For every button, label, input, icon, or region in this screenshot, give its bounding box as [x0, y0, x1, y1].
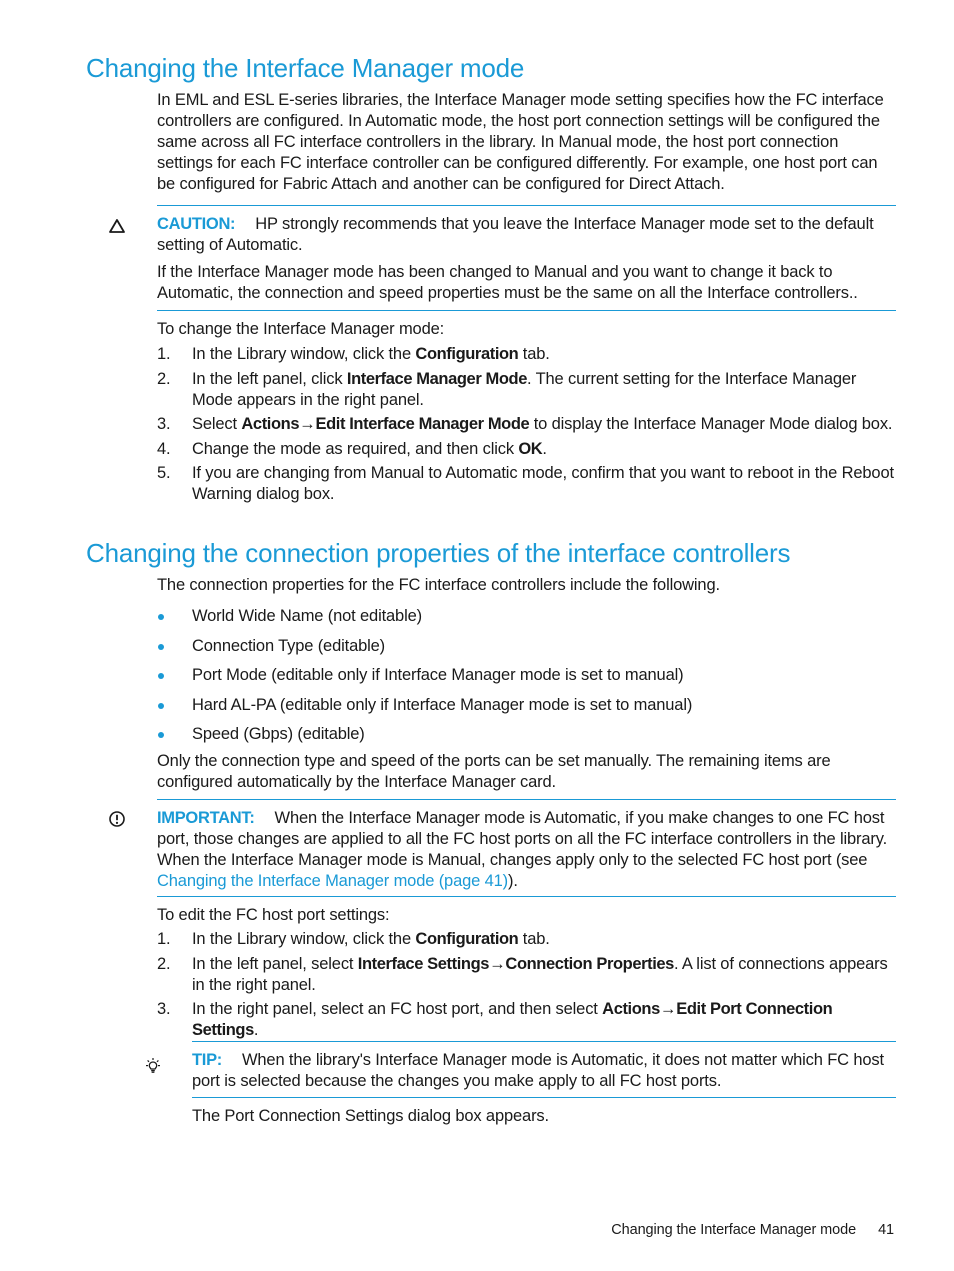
closing-text: The Port Connection Settings dialog box appears.: [192, 1107, 549, 1125]
list-item: 2. In the left panel, select Interface Settings→Connection Properties. A list of connections appears in the right panel.: [157, 954, 888, 994]
caution-text: CAUTION: HP strongly recommends that you leave the Interface Manager mode set to the default setting of Automatic.: [157, 215, 874, 254]
bullet-icon: [158, 732, 164, 738]
lightbulb-icon: [144, 1057, 162, 1075]
page-number: 41: [878, 1222, 894, 1238]
footer-title: Changing the Interface Manager mode: [611, 1222, 857, 1238]
section-heading-interface-manager-mode: Changing the Interface Manager mode: [86, 53, 525, 83]
steps-intro-1: To change the Interface Manager mode:: [157, 320, 445, 338]
bullet-icon: [158, 614, 164, 620]
caution-triangle-icon: [108, 217, 126, 235]
bullet-icon: [158, 703, 164, 709]
steps-intro-2: To edit the FC host port settings:: [157, 906, 390, 924]
list-item: Speed (Gbps) (editable): [157, 724, 897, 754]
list-item: Hard AL-PA (editable only if Interface Manager mode is set to manual): [157, 695, 897, 725]
important-exclamation-icon: [108, 810, 126, 828]
important-label: IMPORTANT:: [157, 809, 255, 827]
list-item: 1. In the Library window, click the Configuration tab.: [157, 345, 550, 363]
caution-label: CAUTION:: [157, 215, 236, 233]
list-item: 3. Select Actions→Edit Interface Manager Mode to display the Interface Manager Mode dialog box.: [157, 415, 893, 433]
important-text: IMPORTANT: When the Interface Manager mode is Automatic, if you make changes to one FC host port, those changes are applied to all the FC host ports on all the FC interface controllers in the library. When the Interface Manager mode is Manual, changes apply only to the selected FC host port (see Changing the Interface Manager mode (page 41)).: [157, 809, 888, 890]
list-item: 1. In the Library window, click the Configuration tab.: [157, 930, 550, 948]
section2-intro: The connection properties for the FC interface controllers include the following.: [157, 576, 720, 594]
bullet-icon: [158, 673, 164, 679]
section2-after-bullets: Only the connection type and speed of the ports can be set manually. The remaining items are configured automatically by the Interface Manager card.: [157, 752, 831, 791]
cross-reference-link[interactable]: Changing the Interface Manager mode (page 41): [157, 872, 508, 890]
tip-text: TIP: When the library's Interface Manager mode is Automatic, it does not matter which FC host port is selected because the changes you make apply to all FC host ports.: [192, 1051, 884, 1090]
list-item: Connection Type (editable): [157, 636, 897, 666]
tip-label: TIP:: [192, 1051, 222, 1069]
bullet-list: [157, 606, 897, 754]
steps-list-1: [157, 344, 897, 505]
caution-note: [157, 205, 896, 311]
tip-note: [192, 1041, 896, 1098]
steps-list-2: [157, 929, 897, 1041]
bullet-icon: [158, 644, 164, 650]
caution-text-2: If the Interface Manager mode has been changed to Manual and you want to change it back to Automatic, the connection and speed properties must be the same on all the Interface controllers..: [157, 263, 858, 302]
list-item: 2. In the left panel, click Interface Manager Mode. The current setting for the Interface Manager Mode appears in the right panel.: [157, 369, 857, 409]
page-footer: [611, 1222, 894, 1238]
important-note: [157, 799, 896, 897]
section-heading-connection-properties: Changing the connection properties of the interface controllers: [86, 538, 791, 568]
list-item: World Wide Name (not editable): [157, 606, 897, 636]
list-item: 5. If you are changing from Manual to Automatic mode, confirm that you want to reboot in the Reboot Warning dialog box.: [157, 464, 894, 503]
list-item: 4. Change the mode as required, and then click OK.: [157, 439, 547, 458]
list-item: 3. In the right panel, select an FC host port, and then select Actions→Edit Port Connection Settings.: [157, 1000, 833, 1039]
list-item: Port Mode (editable only if Interface Manager mode is set to manual): [157, 665, 897, 695]
section1-intro: In EML and ESL E-series libraries, the Interface Manager mode setting specifies how the FC interface controllers are configured. In Automatic mode, the host port connection settings will be configured the same across all FC interface controllers in the library. In Manual mode, the host port connection settings for each FC interface controller can be configured differently. For example, one host port can be configured for Fabric Attach and another can be configured for Direct Attach.: [157, 91, 884, 193]
